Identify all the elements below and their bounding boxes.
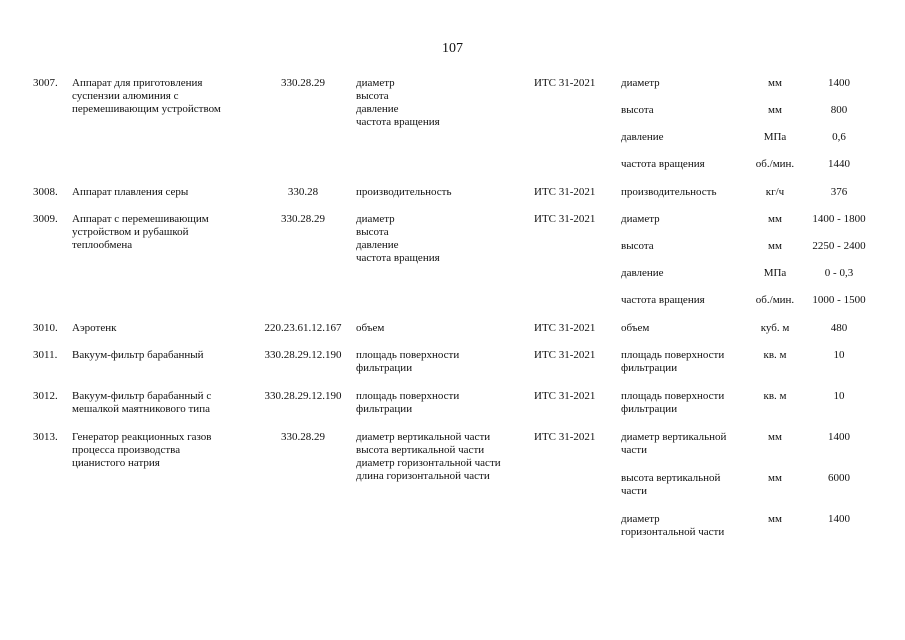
parameter-value: 1400: [828, 513, 850, 525]
parameter-name-line: частота вращения: [621, 158, 705, 170]
equipment-name: [72, 431, 252, 470]
parameter-name: [621, 104, 751, 117]
equipment-code: 330.28.29: [281, 213, 325, 225]
parameter-value: 1400: [828, 77, 850, 89]
parameter-unit: куб. м: [760, 322, 790, 334]
parameter-unit: мм: [768, 472, 782, 484]
equipment-name: [72, 322, 252, 335]
equipment-name: [72, 349, 252, 362]
row-number: 3013.: [33, 431, 58, 443]
parameter-list: [356, 322, 531, 335]
equipment-code: 330.28.29.12.190: [264, 349, 342, 361]
equipment-name-line: Аэротенк: [72, 322, 117, 334]
parameter-name-line: высота: [621, 104, 654, 116]
standard-reference: ИТС 31-2021: [534, 186, 596, 198]
parameter-unit: МПа: [763, 267, 787, 279]
parameter-value: 6000: [828, 472, 850, 484]
parameter-list-line: производительность: [356, 186, 452, 198]
standard-reference: ИТС 31-2021: [534, 77, 596, 89]
equipment-code: 330.28.29: [281, 431, 325, 443]
parameter-name-line: площадь поверхности: [621, 349, 725, 361]
parameter-list-line: диаметр вертикальной части: [356, 431, 491, 443]
parameter-unit: мм: [768, 213, 782, 225]
equipment-name-line: теплообмена: [72, 239, 133, 251]
equipment-name: [72, 213, 252, 252]
parameter-unit: кв. м: [763, 390, 787, 402]
parameter-list-line: фильтрации: [356, 362, 413, 374]
parameter-value: 0 - 0,3: [824, 267, 854, 279]
parameter-list-line: высота: [356, 226, 389, 238]
equipment-name-line: Вакуум-фильтр барабанный с: [72, 390, 212, 402]
parameter-unit: об./мин.: [755, 294, 795, 306]
equipment-name-line: Аппарат для приготовления: [72, 77, 203, 89]
parameter-value: 1400: [828, 431, 850, 443]
parameter-list-line: высота вертикальной части: [356, 444, 485, 456]
parameter-unit: мм: [768, 240, 782, 252]
parameter-name: [621, 513, 751, 539]
standard-reference: ИТС 31-2021: [534, 213, 596, 225]
parameter-name: [621, 131, 751, 144]
parameter-name: [621, 267, 751, 280]
parameter-name: [621, 240, 751, 253]
equipment-name: [72, 186, 252, 199]
parameter-list: [356, 213, 531, 265]
parameter-unit: кв. м: [763, 349, 787, 361]
parameter-value: 1440: [828, 158, 850, 170]
row-number: 3007.: [33, 77, 58, 89]
parameter-list-line: частота вращения: [356, 252, 440, 264]
parameter-list-line: площадь поверхности: [356, 349, 460, 361]
parameter-name-line: части: [621, 485, 647, 497]
equipment-code: 330.28.29: [281, 77, 325, 89]
parameter-unit: мм: [768, 431, 782, 443]
standard-reference: ИТС 31-2021: [534, 349, 596, 361]
equipment-name: [72, 77, 252, 116]
equipment-code: 220.23.61.12.167: [264, 322, 342, 334]
page-number: 107: [442, 41, 463, 56]
parameter-list-line: частота вращения: [356, 116, 440, 128]
standard-reference: ИТС 31-2021: [534, 431, 596, 443]
parameter-list-line: длина горизонтальной части: [356, 470, 490, 482]
row-number: 3008.: [33, 186, 58, 198]
parameter-list-line: диаметр: [356, 213, 395, 225]
parameter-list-line: объем: [356, 322, 385, 334]
parameter-name-line: части: [621, 444, 647, 456]
standard-reference: ИТС 31-2021: [534, 322, 596, 334]
row-number: 3011.: [33, 349, 58, 361]
parameter-name-line: фильтрации: [621, 362, 678, 374]
parameter-name-line: диаметр: [621, 513, 660, 525]
parameter-value: 10: [833, 390, 845, 402]
parameter-list-line: высота: [356, 90, 389, 102]
parameter-name-line: давление: [621, 131, 664, 143]
equipment-name: [72, 390, 252, 416]
equipment-name-line: устройством и рубашкой: [72, 226, 189, 238]
parameter-unit: мм: [768, 104, 782, 116]
equipment-name-line: перемешивающим устройством: [72, 103, 221, 115]
parameter-name: [621, 213, 751, 226]
parameter-list-line: давление: [356, 239, 399, 251]
parameter-name: [621, 431, 751, 457]
parameter-value: 0,6: [832, 131, 846, 143]
parameter-name: [621, 322, 751, 335]
parameter-name-line: объем: [621, 322, 650, 334]
parameter-list-line: площадь поверхности: [356, 390, 460, 402]
parameter-value: 1400 - 1800: [812, 213, 866, 225]
parameter-value: 2250 - 2400: [812, 240, 866, 252]
parameter-value: 480: [830, 322, 848, 334]
parameter-value: 376: [830, 186, 848, 198]
parameter-list-line: фильтрации: [356, 403, 413, 415]
equipment-name-line: мешалкой маятникового типа: [72, 403, 210, 415]
row-number: 3012.: [33, 390, 58, 402]
parameter-name-line: частота вращения: [621, 294, 705, 306]
equipment-name-line: процесса производства: [72, 444, 181, 456]
parameter-unit: мм: [768, 77, 782, 89]
parameter-name-line: давление: [621, 267, 664, 279]
parameter-list-line: давление: [356, 103, 399, 115]
equipment-code: 330.28.29.12.190: [264, 390, 342, 402]
parameter-name: [621, 77, 751, 90]
parameter-name-line: диаметр: [621, 213, 660, 225]
parameter-list: [356, 186, 531, 199]
parameter-list: [356, 349, 531, 375]
parameter-name-line: диаметр: [621, 77, 660, 89]
parameter-unit: об./мин.: [755, 158, 795, 170]
parameter-name: [621, 294, 751, 307]
parameter-list: [356, 431, 531, 483]
row-number: 3010.: [33, 322, 58, 334]
parameter-name-line: высота вертикальной: [621, 472, 721, 484]
parameter-name: [621, 390, 751, 416]
parameter-unit: мм: [768, 513, 782, 525]
parameter-name: [621, 472, 751, 498]
parameter-name-line: фильтрации: [621, 403, 678, 415]
equipment-code: 330.28: [287, 186, 319, 198]
parameter-name: [621, 186, 751, 199]
parameter-name-line: площадь поверхности: [621, 390, 725, 402]
parameter-list: [356, 390, 531, 416]
parameter-list-line: диаметр горизонтальной части: [356, 457, 501, 469]
parameter-name-line: высота: [621, 240, 654, 252]
parameter-value: 10: [833, 349, 845, 361]
equipment-name-line: суспензии алюминия с: [72, 90, 179, 102]
equipment-name-line: цианистого натрия: [72, 457, 160, 469]
parameter-unit: кг/ч: [765, 186, 785, 198]
equipment-name-line: Аппарат плавления серы: [72, 186, 189, 198]
parameter-unit: МПа: [763, 131, 787, 143]
parameter-name-line: производительность: [621, 186, 717, 198]
parameter-name-line: горизонтальной части: [621, 526, 725, 538]
parameter-list-line: диаметр: [356, 77, 395, 89]
equipment-name-line: Аппарат с перемешивающим: [72, 213, 209, 225]
parameter-value: 1000 - 1500: [812, 294, 866, 306]
parameter-list: [356, 77, 531, 129]
parameter-value: 800: [830, 104, 848, 116]
parameter-name: [621, 349, 751, 375]
standard-reference: ИТС 31-2021: [534, 390, 596, 402]
row-number: 3009.: [33, 213, 58, 225]
equipment-name-line: Вакуум-фильтр барабанный: [72, 349, 204, 361]
equipment-name-line: Генератор реакционных газов: [72, 431, 212, 443]
parameter-name-line: диаметр вертикальной: [621, 431, 727, 443]
parameter-name: [621, 158, 751, 171]
